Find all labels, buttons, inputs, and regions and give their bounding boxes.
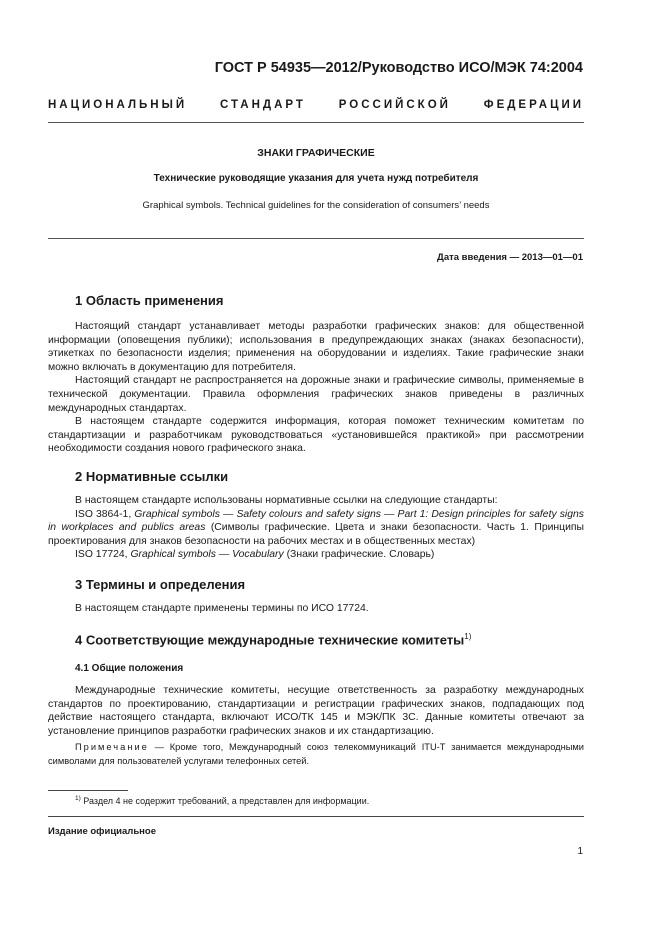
footnote-ref: 1) [464, 632, 472, 641]
section-4-1-heading: 4.1 Общие положения [75, 663, 184, 674]
document-subtitle-ru: Технические руководящие указания для учета нужд потребителя [153, 173, 479, 184]
section-1-paragraph-1: Настоящий стандарт устанавливает методы разработки графических знаков: для общественной информации (оповещения публики); использования в предупреждающих знаках (знаках безопасности), этикетках по безопасности изделия; применения на оборудовании и изделиях. Такие графические знаки можно включать в документацию для потребителя. [48, 321, 584, 373]
ref-2-title: Graphical symbols — Vocabulary [130, 549, 284, 561]
ref-1-code: ISO 3864-1, [75, 508, 135, 520]
section-4-body [48, 684, 584, 738]
ref-2-translation: (Знаки графические. Словарь) [283, 549, 435, 561]
normative-reference-2 [48, 548, 584, 562]
section-2-body [48, 494, 584, 562]
document-title: ЗНАКИ ГРАФИЧЕСКИЕ [257, 147, 375, 159]
section-2-intro: В настоящем стандарте использованы нормативные ссылки на следующие стандарты: [75, 495, 498, 506]
header-rule [48, 122, 584, 123]
footnote [75, 795, 369, 806]
section-1-body [48, 320, 584, 456]
ref-2-code: ISO 17724, [75, 549, 131, 561]
footnote-text: Раздел 4 не содержит требований, а представлен для информации. [80, 796, 370, 806]
standard-id: ГОСТ Р 54935—2012/Руководство ИСО/МЭК 74:2004 [214, 60, 583, 76]
ref-1-title: Graphical symbols — Safety colours and safety signs — Part 1: Design principles for safety signs in workplaces and publics areas [48, 508, 584, 534]
section-1-heading: 1 Область применения [75, 293, 224, 308]
document-subtitle-en: Graphical symbols. Technical guidelines for the consideration of consumers’ needs [142, 200, 490, 211]
introduction-date: Дата введения — 2013—01—01 [437, 252, 583, 263]
section-4-heading-text: 4 Соответствующие международные технические комитеты [75, 632, 465, 648]
ref-1-translation: (Символы графические. Цвета и знаки безопасности. Часть 1. Принципы проектирования для знаков безопасности на рабочих местах и в общественных местах) [48, 522, 584, 547]
note-label: Примечание [75, 742, 149, 752]
section-2-heading: 2 Нормативные ссылки [75, 469, 229, 484]
section-1-paragraph-3: В настоящем стандарте содержится информация, которая поможет техническим комитетам по стандартизации и разработчикам руководствоваться «установившейся практикой» при рассмотрении необходимости создания нового графического знака. [48, 416, 584, 455]
title-rule [48, 238, 584, 239]
national-standard-banner: НАЦИОНАЛЬНЫЙ СТАНДАРТ РОССИЙСКОЙ ФЕДЕРАЦИИ [48, 99, 584, 111]
page-number: 1 [577, 846, 583, 857]
official-edition-label: Издание официальное [48, 826, 156, 837]
note-text: — Кроме того, Международный союз телекоммуникаций ITU-T занимается международными символами для пользователей услугами телефонных сетей. [48, 742, 584, 766]
section-4-note [48, 741, 584, 768]
section-1-paragraph-2: Настоящий стандарт не распространяется на дорожные знаки и графические символы, применяемые в технической документации. Правила оформления графических знаков приведены в различных международных стандартах. [48, 375, 584, 414]
section-4-paragraph-1: Международные технические комитеты, несущие ответственность за разработку международных стандартов по проектированию, стандартизации и регистрации графических знаков, подпадающих под действие настоящего стандарта, включают ИСО/ТК 145 и МЭК/ПК 3С. Данные комитеты отвечают за установление принципов разработки графических знаков и их стандартизацию. [48, 685, 584, 737]
section-4-heading [75, 632, 471, 647]
normative-reference-1 [48, 508, 584, 549]
footnote-marker: 1) [75, 795, 81, 802]
footer-rule [48, 816, 584, 817]
section-3-body [48, 602, 584, 616]
section-3-heading: 3 Термины и определения [75, 577, 246, 592]
footnote-rule [48, 790, 128, 791]
section-3-paragraph-1: В настоящем стандарте применены термины по ИСО 17724. [75, 603, 369, 614]
